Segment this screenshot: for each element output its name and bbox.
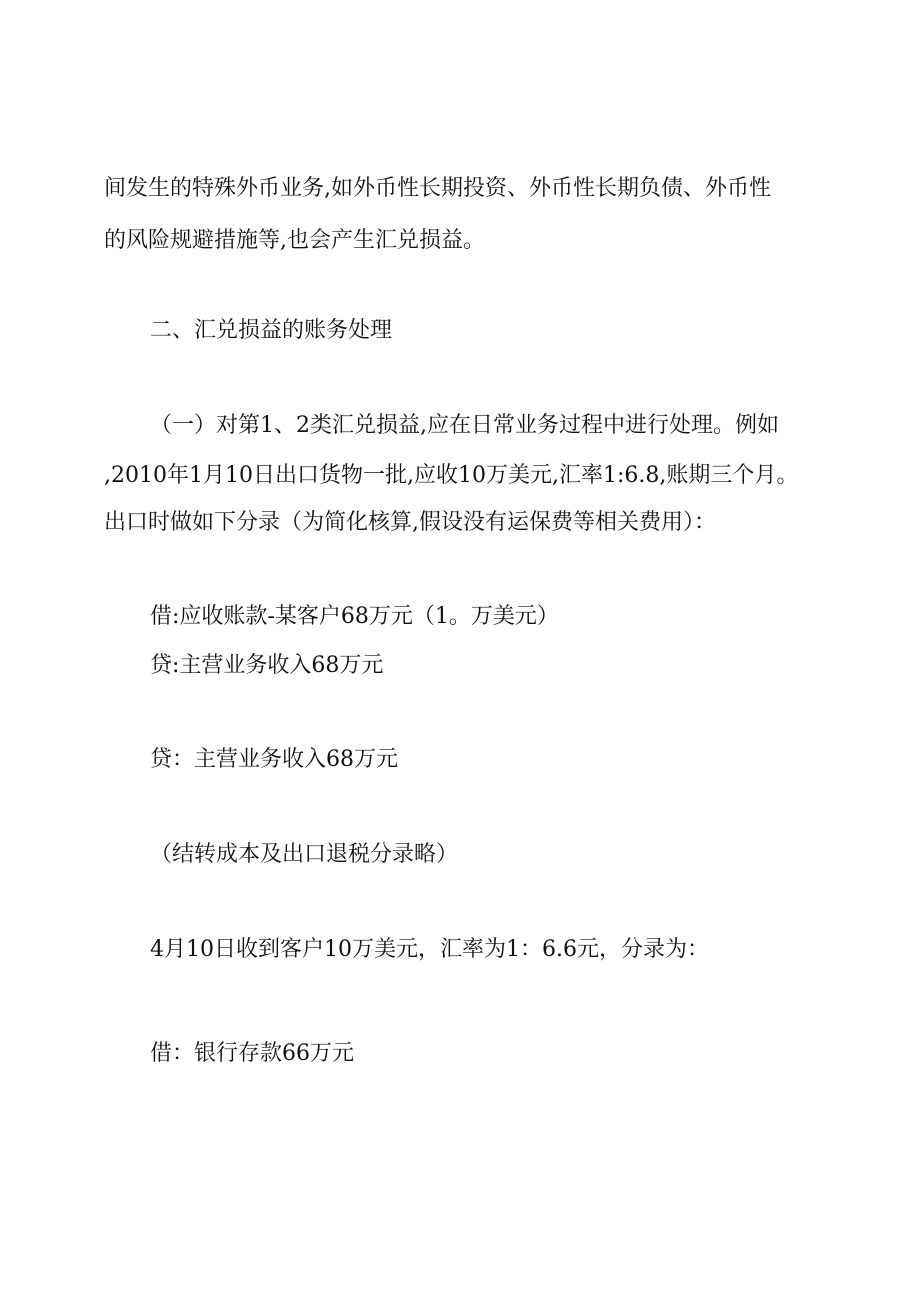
paragraph-line: 4月10日收到客户10万美元，汇率为1：6.6元，分录为： [150, 937, 709, 962]
paragraph-line: 的风险规避措施等,也会产生汇兑损益。 [104, 228, 485, 253]
note-line: （结转成本及出口退税分录略） [150, 842, 459, 867]
journal-entry-credit: 贷:主营业务收入68万元 [150, 653, 384, 678]
journal-entry-debit: 借:应收账款-某客户68万元（1。万美元） [150, 604, 559, 629]
paragraph-line: 出口时做如下分录（为简化核算,假设没有运保费等相关费用）： [104, 510, 716, 535]
journal-entry-debit: 借：银行存款66万元 [150, 1041, 354, 1066]
paragraph-line: （一）对第1、2类汇兑损益,应在日常业务过程中进行处理。例如 [150, 413, 779, 438]
journal-entry-credit: 贷：主营业务收入68万元 [150, 747, 398, 772]
paragraph-line: ,2010年1月10日出口货物一批,应收10万美元,汇率1:6.8,账期三个月。 [104, 463, 799, 488]
paragraph-line: 间发生的特殊外币业务,如外币性长期投资、外币性长期负债、外币性 [104, 176, 771, 201]
section-heading: 二、汇兑损益的账务处理 [150, 318, 393, 343]
